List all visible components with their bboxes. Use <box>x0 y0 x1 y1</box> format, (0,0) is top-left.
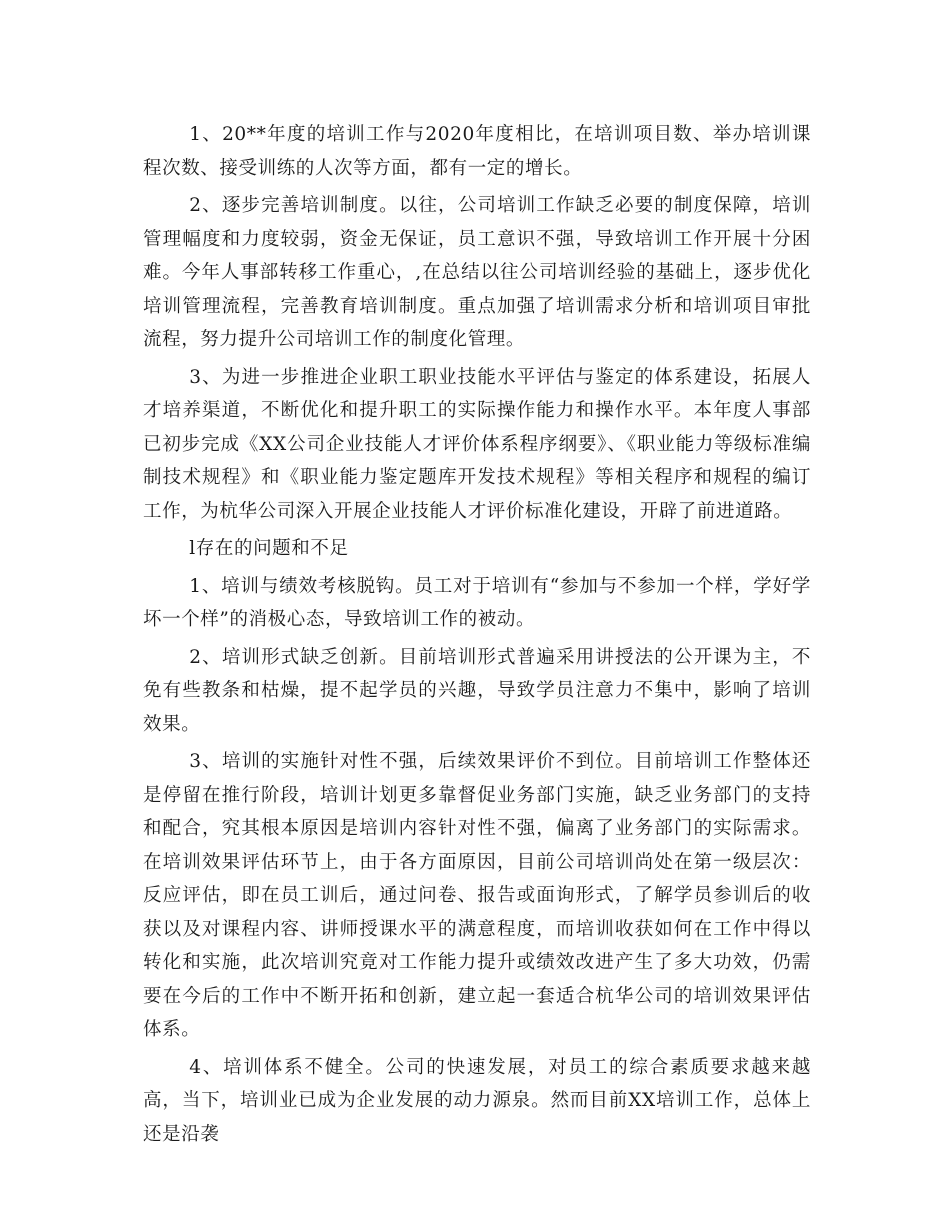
section-heading-problems: l存在的问题和不足 <box>189 538 349 559</box>
paragraph-growth: 1、20**年度的培训工作与2020年度相比，在培训项目数、举办培训课程次数、接受训练的人次等方面，都有一定的增长。 <box>143 124 811 179</box>
paragraph-performance-link: 1、培训与绩效考核脱钩。员工对于培训有“参加与不参加一个样，学好学坏一个样”的消极心态，导致培训工作的被动。 <box>143 575 811 630</box>
paragraph-training-format: 2、培训形式缺乏创新。目前培训形式普遍采用讲授法的公开课为主，不免有些教条和枯燥，提不起学员的兴趣，导致学员注意力不集中，影响了培训效果。 <box>143 646 811 735</box>
paragraph-training-framework: 4、培训体系不健全。公司的快速发展，对员工的综合素质要求越来越高，当下，培训业已成为企业发展的动力源泉。然而目前XX培训工作，总体上还是沿袭 <box>143 1056 811 1145</box>
paragraph-effectiveness: 3、培训的实施针对性不强，后续效果评价不到位。目前培训工作整体还是停留在推行阶段，培训计划更多靠督促业务部门实施，缺乏业务部门的支持和配合，究其根本原因是培训内容针对性不强，偏离了业务部门的实际需求。在培训效果评估环节上，由于各方面原因，目前公司培训尚处在第一级层次：反应评估，即在员工训后，通过问卷、报告或面询形式，了解学员参训后的收获以及对课程内容、讲师授课水平的满意程度，而培训收获如何在工作中得以转化和实施，此次培训究竟对工作能力提升或绩效改进产生了多大功效，仍需要在今后的工作中不断开拓和创新，建立起一套适合杭华公司的培训效果评估体系。 <box>143 751 811 1040</box>
paragraph-training-system: 2、逐步完善培训制度。以往，公司培训工作缺乏必要的制度保障，培训管理幅度和力度较弱，资金无保证，员工意识不强，导致培训工作开展十分困难。今年人事部转移工作重心，,在总结以往公司培训经验的基础上，逐步优化培训管理流程，完善教育培训制度。重点加强了培训需求分析和培训项目审批流程，努力提升公司培训工作的制度化管理。 <box>143 195 811 350</box>
paragraph-skills-evaluation: 3、为进一步推进企业职工职业技能水平评估与鉴定的体系建设，拓展人才培养渠道，不断优化和提升职工的实际操作能力和操作水平。本年度人事部已初步完成《XX公司企业技能人才评价体系程序纲要》、《职业能力等级标准编制技术规程》和《职业能力鉴定题库开发技术规程》等相关程序和规程的编订工作，为杭华公司深入开展企业技能人才评价标准化建设，开辟了前进道路。 <box>143 366 811 522</box>
document-body <box>143 118 811 1155</box>
